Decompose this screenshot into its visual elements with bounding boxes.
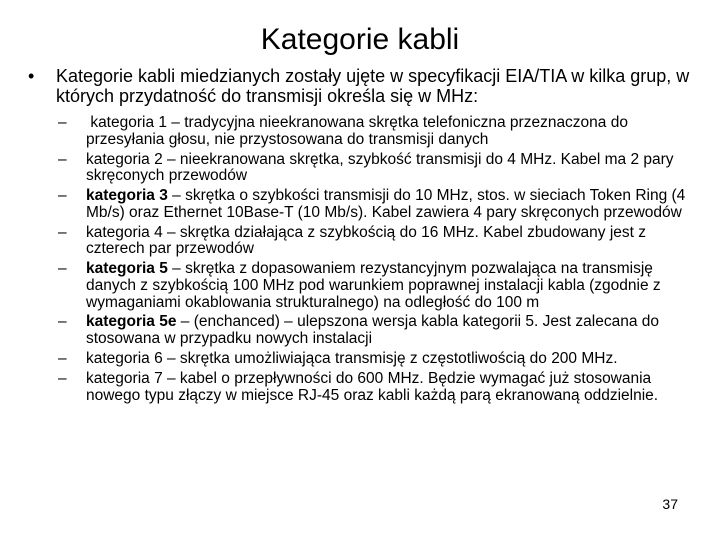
- category-item: [58, 261, 694, 311]
- dash-marker: –: [58, 313, 67, 331]
- dash-marker: –: [58, 260, 67, 278]
- category-list: [28, 115, 694, 404]
- category-item: [58, 152, 694, 185]
- category-label: kategoria 5e: [86, 313, 177, 331]
- page-number: 37: [662, 496, 678, 512]
- main-bullet-text: Kategorie kabli miedzianych zostały ujęte w specyfikacji EIA/TIA w kilka grup, w których przydatność do transmisji określa się w MHz:: [56, 66, 690, 106]
- category-item: [58, 314, 694, 347]
- category-text: [86, 225, 694, 258]
- category-text: [86, 314, 694, 347]
- category-text: [86, 152, 694, 185]
- dash-marker: –: [58, 370, 67, 388]
- category-item: [58, 371, 694, 404]
- category-description: kategoria 2 – nieekranowana skrętka, szybkość transmisji do 4 MHz. Kabel ma 2 pary skręconych przewodów: [86, 150, 678, 185]
- category-description: kategoria 4 – skrętka działająca z szybkością do 16 MHz. Kabel zbudowany jest z czterech par przewodów: [86, 223, 651, 258]
- category-description: kategoria 1 – tradycyjna nieekranowana skrętka telefoniczna przeznaczona do przesyłania głosu, nie przystosowana do transmisji danych: [86, 114, 633, 148]
- bullet-marker: •: [28, 66, 35, 86]
- category-item: [58, 351, 694, 368]
- category-label: kategoria 5: [86, 260, 168, 278]
- slide-title: Kategorie kabli: [260, 23, 460, 56]
- category-item: [58, 188, 694, 221]
- dash-marker: –: [58, 150, 67, 168]
- category-text: [86, 371, 694, 404]
- category-description: – (enchanced) – ulepszona wersja kabla kategorii 5. Jest zalecana do stosowana w przypadku nowych instalacji: [86, 313, 664, 348]
- category-label: kategoria 3: [86, 187, 168, 205]
- category-text: [86, 188, 694, 221]
- category-description: kategoria 7 – kabel o przepływności do 600 MHz. Będzie wymagać już stosowania nowego typu złączy w miejsce RJ-45 oraz kabli każdą parą ekranowaną oddzielnie.: [86, 370, 659, 404]
- dash-marker: –: [58, 350, 67, 368]
- dash-marker: –: [58, 223, 67, 241]
- category-description: kategoria 6 – skrętka umożliwiająca transmisję z częstotliwością do 200 MHz.: [86, 350, 618, 368]
- category-text: [86, 351, 694, 368]
- category-description: – skrętka z dopasowaniem rezystancyjnym pozwalająca na transmisję danych z szybkością 100 MHz pod warunkiem poprawnej instalacji kabla (zgodnie z wymaganiami okablowania strukturalnego) na odległość do 100 m: [86, 260, 665, 311]
- category-text: [86, 115, 694, 148]
- dash-marker: –: [58, 114, 67, 131]
- dash-marker: –: [58, 187, 67, 205]
- main-bullet-block: [28, 66, 694, 408]
- category-item: [58, 115, 694, 148]
- category-description: – skrętka o szybkości transmisji do 10 MHz, stos. w sieciach Token Ring (4 Mb/s) oraz Ethernet 10Base-T (10 Mb/s). Kabel zawiera 4 pary skręconych przewodów: [86, 187, 690, 221]
- main-bullet: [28, 66, 694, 106]
- category-text: [86, 261, 694, 311]
- category-item: [58, 225, 694, 258]
